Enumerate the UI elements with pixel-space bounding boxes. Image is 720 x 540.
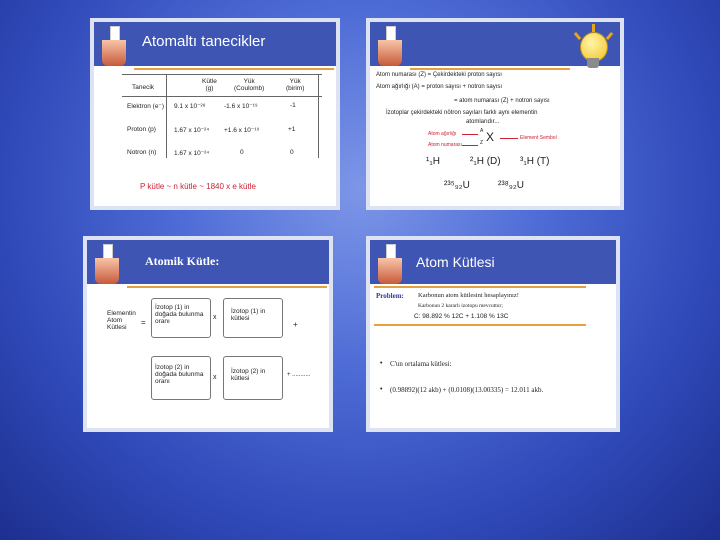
tritium-isotope: ³₁H (T): [520, 156, 550, 167]
problem-text: Karbonun atom kütlesini hesaplayınız!: [418, 292, 519, 299]
row-neutron-charge: 0: [240, 149, 244, 156]
row-proton-name: Proton (p): [127, 126, 156, 133]
deuterium-isotope: ²₁H (D): [470, 156, 501, 167]
arrow: [462, 134, 478, 135]
bullet: •: [380, 360, 383, 367]
divider: [127, 286, 327, 288]
slide-title: Atomik Kütle:: [145, 254, 220, 268]
slide-title: Atomaltı tanecikler: [142, 33, 266, 50]
problem-subtext: Karbonun 2 kararlı izotopu mevcuttur;: [418, 303, 503, 309]
atomic-number-def: Atom numarası (Z) = Çekirdekteki proton sayısı: [376, 72, 502, 78]
row-neutron-unit: 0: [290, 149, 294, 156]
carbon-average-mass-label: C'un ortalama kütlesi:: [390, 360, 452, 368]
row-electron-name: Elektron (e⁻): [127, 103, 165, 110]
slide-subatomic-particles: [90, 18, 340, 210]
atomic-weight-def: Atom ağırlığı (A) = proton sayısı + notron sayısı: [376, 84, 503, 90]
isotope2-abundance: İzotop (2) in doğada bulunma oranı: [155, 364, 204, 385]
table-rule: [166, 74, 167, 158]
col-header-charge: Yük (Coulomb): [234, 78, 265, 92]
isotope-def-cont: atomlarıdır...: [466, 119, 500, 125]
row-electron-charge: -1.6 x 10⁻¹⁹: [224, 103, 258, 110]
arrow: [500, 138, 518, 139]
lightbulb-icon: [574, 26, 614, 72]
slide-header: [94, 22, 336, 66]
label-element-symbol: Element Sembol: [520, 135, 557, 141]
isotope2-mass: İzotop (2) in kütlesi: [231, 368, 266, 382]
col-header-particle: Tanecik: [132, 84, 155, 91]
slide-atomic-mass-formula: [83, 236, 333, 432]
bullet: •: [380, 386, 383, 393]
flask-icon: [378, 244, 402, 284]
mass-number-sym: A: [480, 128, 484, 134]
slide-atom-mass-problem: [366, 236, 620, 432]
col-header-unit: Yük (birim): [286, 78, 305, 92]
slide-atomic-number: [366, 18, 624, 210]
divider: [374, 286, 586, 288]
row-proton-charge: +1.6 x 10⁻¹⁹: [224, 127, 260, 134]
row-neutron-mass: 1.67 x 10⁻²⁴: [174, 150, 210, 157]
divider: [134, 68, 334, 70]
mass-ratio-note: P kütle ~ n kütle ~ 1840 x e kütle: [140, 182, 256, 191]
carbon-mass-calculation: (0.98892)(12 akb) + (0.0108)(13.00335) = 12.011 akb.: [390, 386, 544, 394]
row-neutron-name: Notron (n): [127, 149, 157, 156]
slide-title: Atom Kütlesi: [416, 254, 495, 270]
isotope-def: İzotoplar çekirdekteki nötron sayıları farklı aynı elementin: [386, 110, 538, 116]
uranium-238: ²³⁸₉₂U: [498, 180, 524, 191]
times-sign: x: [213, 314, 217, 321]
slide-header: [87, 240, 329, 284]
isotope1-abundance: İzotop (1) in doğada bulunma oranı: [155, 304, 204, 325]
times-sign: x: [213, 374, 217, 381]
carbon-isotopes: C: 98.892 % 12C + 1.108 % 13C: [414, 313, 509, 320]
continuation: + ...........: [287, 372, 311, 378]
flask-icon: [95, 244, 119, 284]
atomic-weight-eq: = atom numarası (Z) + notron sayısı: [454, 98, 550, 104]
uranium-235: ²³⁵₉₂U: [444, 180, 470, 191]
flask-icon: [378, 26, 402, 66]
flask-icon: [102, 26, 126, 66]
col-header-mass: Kütle (g): [202, 78, 217, 92]
table-rule: [318, 74, 319, 158]
label-atomic-weight: Atom ağırlığı: [428, 131, 457, 137]
table-rule: [122, 96, 322, 97]
hydrogen-isotope: ¹₁H: [426, 156, 440, 167]
equals-sign: =: [141, 318, 146, 327]
plus-sign: +: [293, 320, 298, 329]
table-rule: [122, 74, 322, 75]
arrow: [462, 145, 478, 146]
label-atomic-number: Atom numarası: [428, 142, 462, 148]
element-atomic-mass-label: Elementin Atom Kütlesi: [107, 310, 136, 331]
divider: [410, 68, 570, 70]
slide-header: [370, 240, 616, 284]
isotope1-mass: İzotop (1) in kütlesi: [231, 308, 266, 322]
row-electron-mass: 9.1 x 10⁻²⁸: [174, 103, 206, 110]
row-electron-unit: -1: [290, 102, 296, 109]
row-proton-unit: +1: [288, 126, 296, 133]
problem-label: Problem:: [376, 292, 404, 300]
divider: [374, 324, 586, 326]
row-proton-mass: 1.67 x 10⁻²⁴: [174, 127, 210, 134]
atomic-number-sym: Z: [480, 140, 484, 146]
element-symbol: X: [486, 130, 495, 144]
